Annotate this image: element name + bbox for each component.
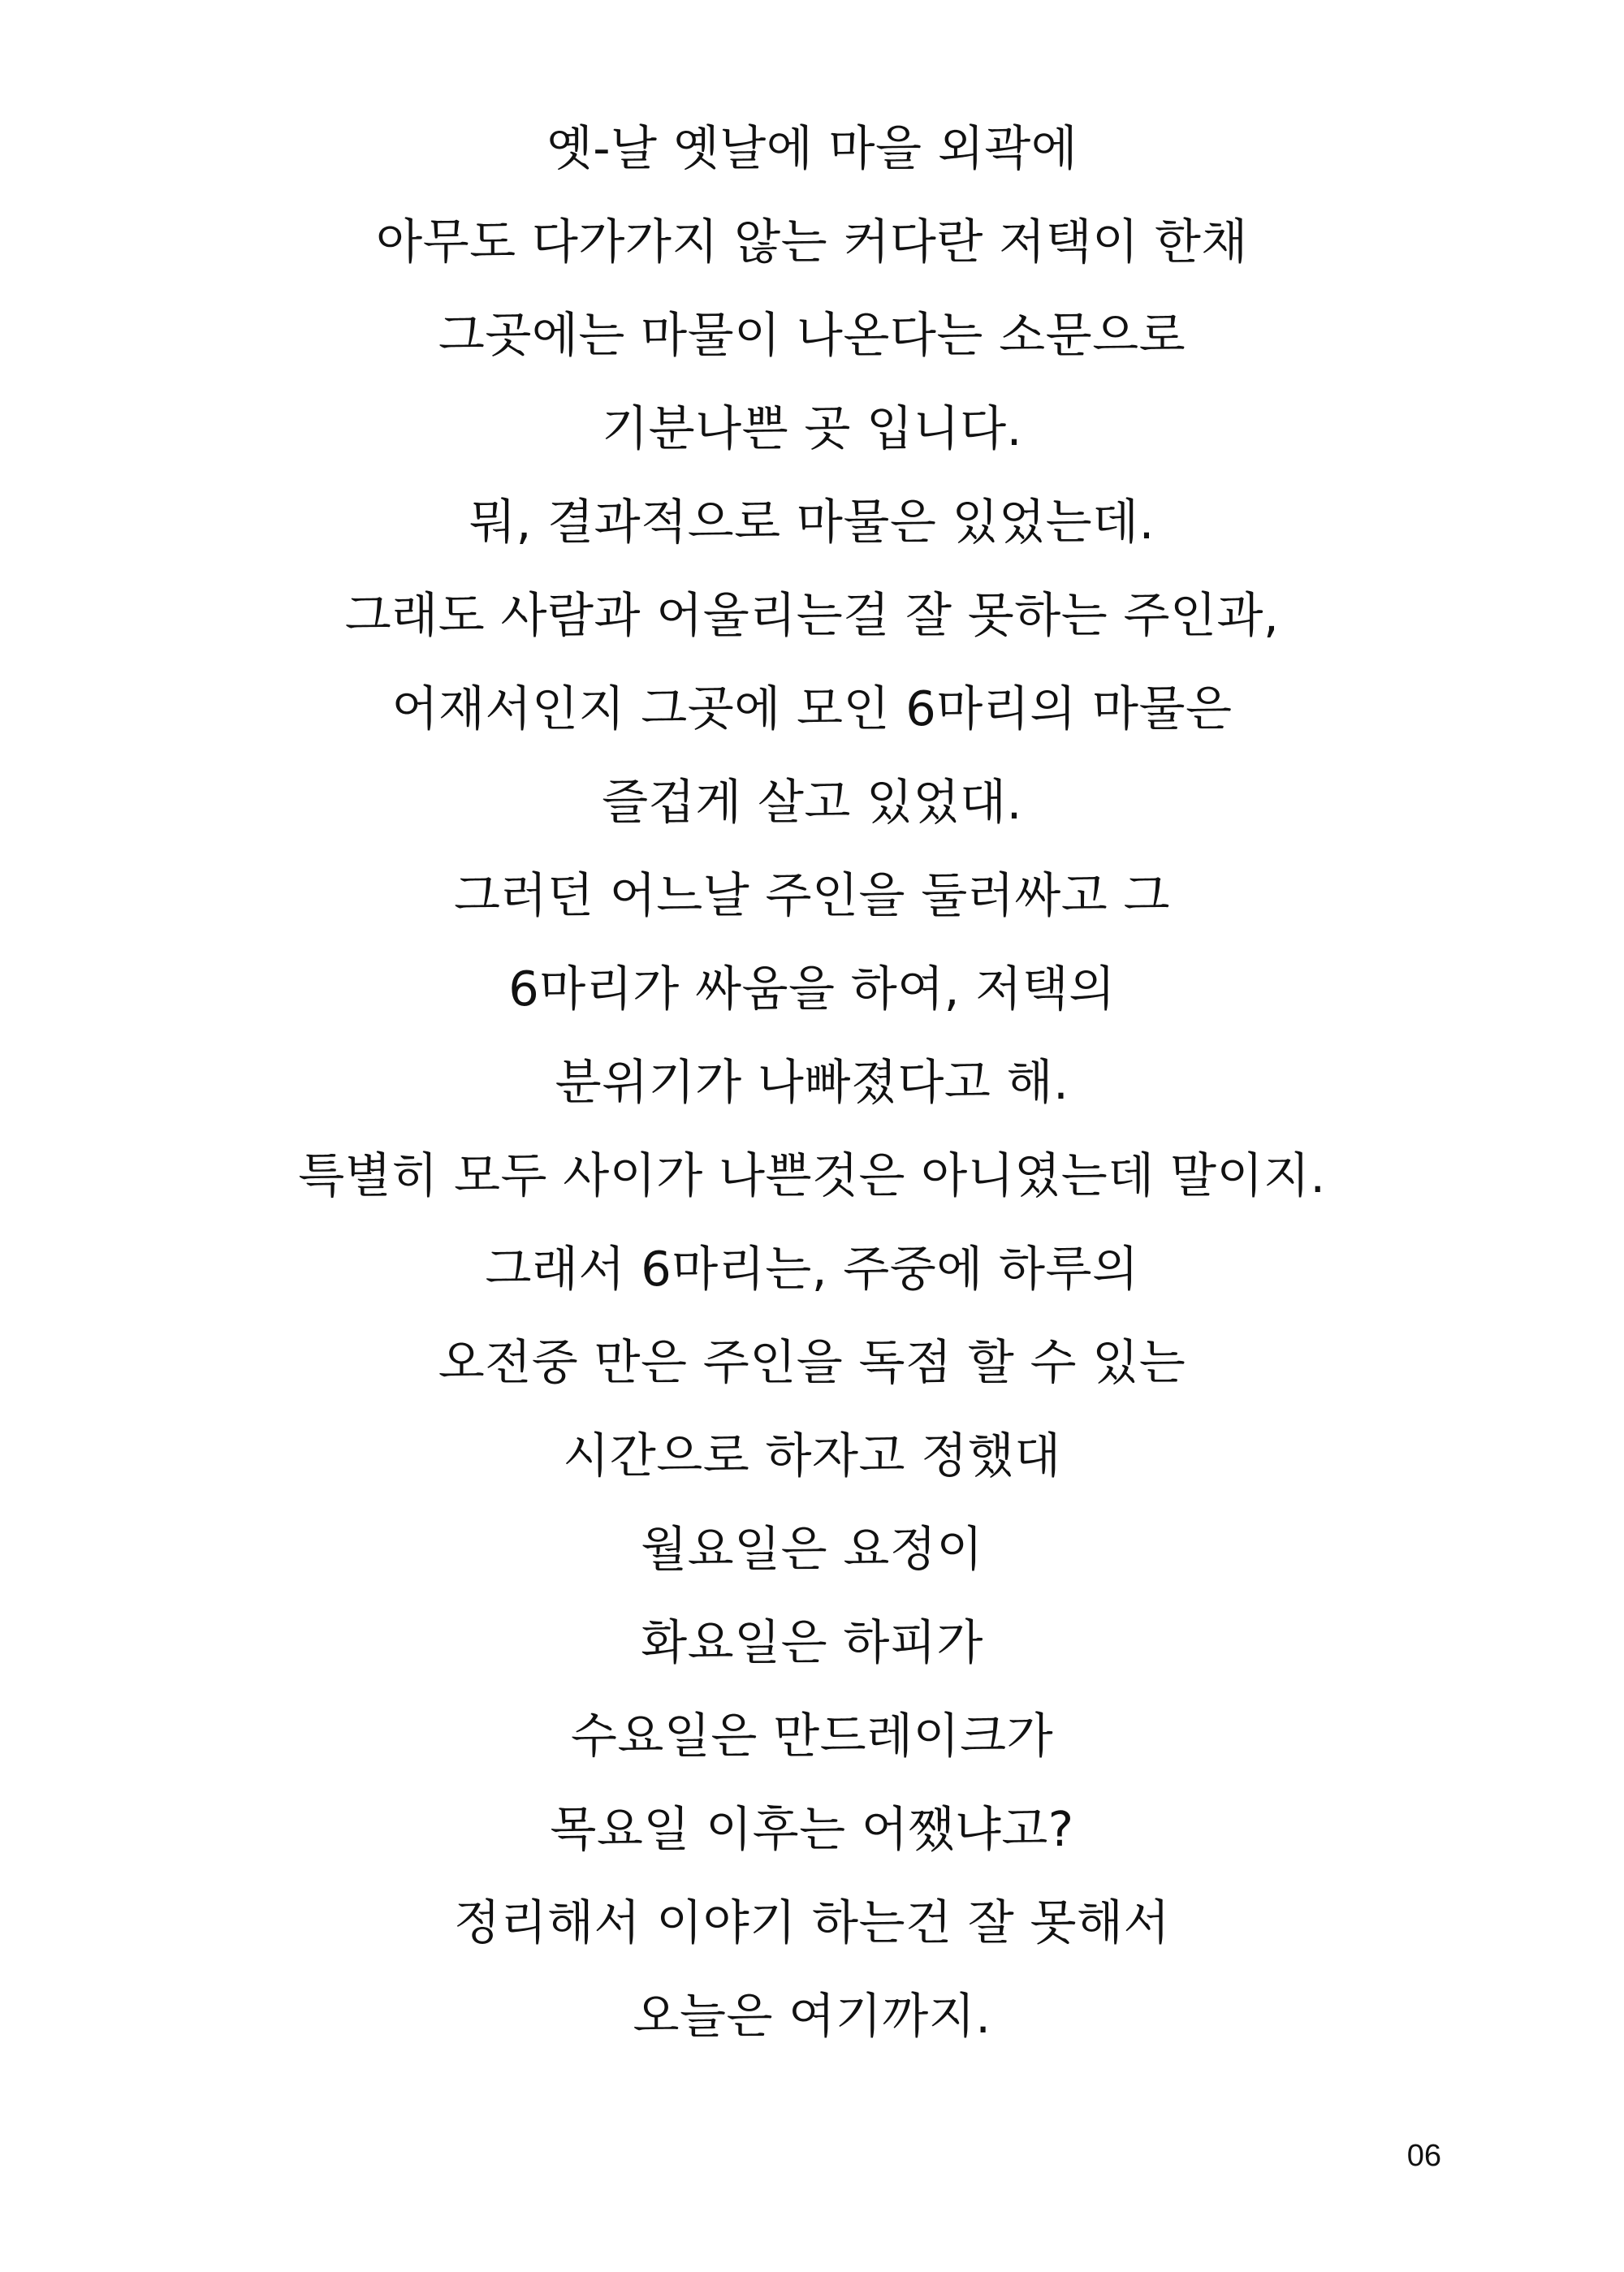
story-line: 특별히 모두 사이가 나쁜것은 아니였는데 말이지. bbox=[298, 1147, 1326, 1203]
story-line: 오전중 만은 주인을 독점 할 수 있는 bbox=[438, 1334, 1186, 1390]
story-line: 그래서 6마리는, 주중에 하루의 bbox=[485, 1241, 1139, 1297]
story-line: 어재서인지 그곳에 모인 6마리의 마물은 bbox=[391, 680, 1233, 736]
story-line: 뭐, 결과적으로 마물은 있었는데. bbox=[469, 494, 1155, 550]
story-line: 그래도 사람과 어울리는걸 잘 못하는 주인과, bbox=[344, 587, 1280, 643]
story-line: 6마리가 싸움을 하여, 저택의 bbox=[508, 961, 1116, 1017]
story-line: 화요일은 하피가 bbox=[641, 1614, 983, 1670]
page-number: 06 bbox=[1406, 2139, 1441, 2173]
story-line: 기분나쁜 곳 입니다. bbox=[602, 400, 1022, 456]
story-line: 오늘은 여기까지. bbox=[633, 1988, 991, 2044]
story-line: 즐겁게 살고 있었대. bbox=[602, 774, 1022, 830]
story-text bbox=[0, 102, 1624, 2063]
story-line: 분위기가 나빠졌다고 해. bbox=[555, 1054, 1069, 1110]
story-line: 수요일은 만드레이크가 bbox=[570, 1708, 1054, 1764]
story-line: 목요일 이후는 어쨌냐고? bbox=[550, 1801, 1074, 1857]
story-line: 옛-날 옛날에 마을 외곽에 bbox=[546, 120, 1078, 176]
story-line: 정리해서 이야기 하는건 잘 못해서 bbox=[454, 1894, 1170, 1950]
story-line: 시간으로 하자고 정했대 bbox=[563, 1428, 1061, 1484]
story-line: 그러던 어느날 주인을 둘러싸고 그 bbox=[454, 867, 1170, 923]
story-line: 그곳에는 마물이 나온다는 소문으로 bbox=[438, 307, 1186, 363]
story-line: 아무도 다가가지 않는 커다란 저택이 한채 bbox=[376, 214, 1248, 270]
story-line: 월요일은 요정이 bbox=[641, 1521, 983, 1577]
